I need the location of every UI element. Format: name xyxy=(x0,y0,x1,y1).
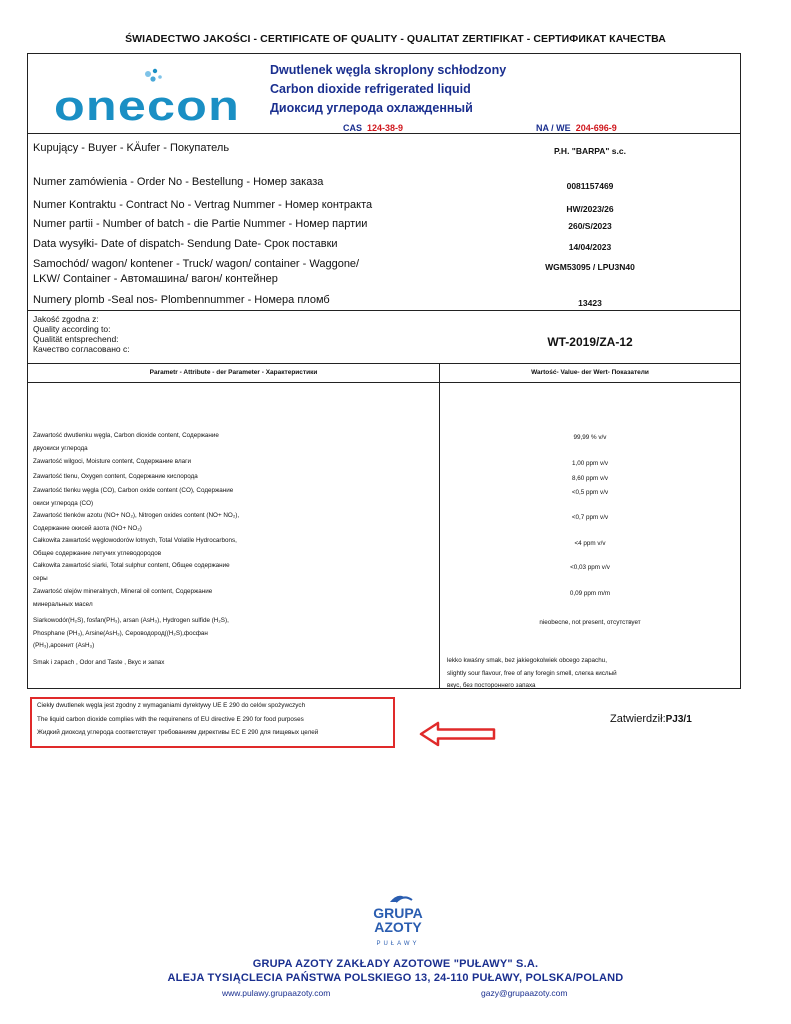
param-mineral-oil-value: 0,09 ppm m/m xyxy=(569,590,611,597)
we-value: 204-696-9 xyxy=(575,123,617,133)
param-taste-value xyxy=(447,655,732,693)
param-taste-name xyxy=(33,657,428,670)
param-nox-name xyxy=(33,510,428,535)
param-nox-value: <0,7 ppm v/v xyxy=(571,514,609,521)
quality-standard: WT-2019/ZA-12 xyxy=(547,335,633,349)
approved-code: PJ3/1 xyxy=(665,714,692,725)
food-grade-note-en: The liquid carbon dioxide complies with the requirenens of EU directive E 290 for food purposes xyxy=(37,716,304,723)
param-sulphur-name xyxy=(33,560,428,585)
param-line: lekko kwaśny smak, bez jakiegokolwiek obcego zapachu, xyxy=(447,657,607,664)
seal-no-value: 13423 xyxy=(578,298,602,308)
logo-line-grupa: GRUPA xyxy=(373,905,423,921)
param-hydrocarbons-name xyxy=(33,535,428,560)
logo-wordmark: onecon xyxy=(54,82,240,126)
we-number xyxy=(536,123,617,133)
divider xyxy=(28,363,740,364)
quality-label-ru: Качество согласовано с: xyxy=(33,344,130,354)
email-link[interactable]: gazy@grupaazoty.com xyxy=(481,988,568,998)
company-name: GRUPA AZOTY ZAKŁADY AZOTOWE "PUŁAWY" S.A. xyxy=(252,958,539,970)
param-line: Całkowita zawartość węglowodorów lotnych, Total Volatile Hydrocarbons, xyxy=(33,537,237,544)
param-moisture-value: 1,00 ppm v/v xyxy=(571,460,609,467)
param-line: окиси углерода (CO) xyxy=(33,499,94,507)
quality-label-en: Quality according to: xyxy=(33,324,111,334)
param-line: Zawartość tlenku węgla (CO), Carbon oxide content (CO), Содержание xyxy=(33,487,234,494)
divider xyxy=(28,133,740,134)
cas-label: CAS xyxy=(343,123,363,133)
param-line: Smak i zapach , Odor and Taste , Вкус и запах xyxy=(33,659,165,666)
param-sulfides-name xyxy=(33,615,428,653)
food-grade-note-ru: Жидкий диоксид углерода соответствует требованиям директивы ЕС E 290 для пищевых целей xyxy=(37,729,319,736)
logo-line-azoty: AZOTY xyxy=(374,919,422,935)
param-co-name xyxy=(33,485,428,510)
cas-number xyxy=(343,123,403,133)
we-label: NA / WE xyxy=(536,123,571,133)
seal-no-label: Numery plomb -Seal nos- Plombennummer - Номера пломб xyxy=(33,294,330,306)
param-line: Zawartość tlenków azotu (NO+ NO₂), Nitrogen oxides content (NO+ NO₂), xyxy=(33,512,240,519)
onecon-logo xyxy=(52,62,244,126)
param-oxygen-name xyxy=(33,471,428,484)
product-name-pl: Dwutlenek węgla skroplony schłodzony xyxy=(270,63,507,77)
param-line: Phosphane (PH₃), Arsine(AsH₃), Сероводород((H₂S),фосфан xyxy=(33,629,208,637)
param-hydrocarbons-value: <4 ppm v/v xyxy=(574,540,606,547)
dispatch-date-label: Data wysyłki- Date of dispatch- Sendung Date- Срок поставки xyxy=(33,238,338,250)
param-line: Siarkowodór(H₂S), fosfan(PH₃), arsan (AsH₃), Hydrogen sulfide (H₂S), xyxy=(33,617,229,624)
param-line: минеральных масел xyxy=(33,600,93,608)
param-line: вкус, без постороннего запаха xyxy=(447,682,536,689)
param-sulfides-value: nieobecne, not present, отсутствует xyxy=(539,619,641,626)
cas-value: 124-38-9 xyxy=(367,123,404,133)
divider xyxy=(28,310,740,311)
quality-label-pl: Jakość zgodna z: xyxy=(33,314,99,324)
parameter-header: Parametr - Attribute - der Parameter - Характеристики xyxy=(149,369,318,376)
param-line: Zawartość olejów mineralnych, Mineral oil content, Содержание xyxy=(33,588,213,595)
param-oxygen-value: 8,60 ppm v/v xyxy=(571,475,609,482)
table-column-divider xyxy=(439,363,440,689)
contract-no-value: HW/2023/26 xyxy=(566,204,614,214)
param-line: slightly sour flavour, free of any foregin smell, слегка кислый xyxy=(447,669,617,677)
param-line: Общее содержание летучих углеводородов xyxy=(33,549,162,557)
product-name-ru: Диоксид углерода охлажденный xyxy=(270,101,473,115)
vehicle-value: WGM53095 / LPU3N40 xyxy=(545,262,635,272)
param-co-value: <0,5 ppm v/v xyxy=(571,489,609,496)
vehicle-label-continued: LKW/ Container - Автомашина/ вагон/ контейнер xyxy=(33,273,278,285)
param-line: серы xyxy=(33,574,48,582)
certificate-title: ŚWIADECTWO JAKOŚCI - CERTIFICATE OF QUALITY - QUALITAT ZERTIFIKAT - СЕРТИФИКАТ КАЧЕСТВА xyxy=(125,33,666,45)
website-link[interactable]: www.pulawy.grupaazoty.com xyxy=(222,988,331,998)
approved-label: Zatwierdził: xyxy=(610,713,666,725)
param-co2-name xyxy=(33,430,428,455)
param-mineral-oil-name xyxy=(33,586,428,611)
company-address: ALEJA TYSIĄCLECIA PAŃSTWA POLSKIEGO 13, 24-110 PUŁAWY, POLSKA/POLAND xyxy=(167,972,624,984)
left-arrow-icon xyxy=(418,720,498,748)
batch-no-value: 260/S/2023 xyxy=(568,221,612,231)
grupa-azoty-logo xyxy=(360,890,436,950)
divider xyxy=(28,382,740,383)
batch-no-label: Numer partii - Number of batch - die Partie Nummer - Номер партии xyxy=(33,218,368,230)
param-sulphur-value: <0,03 ppm v/v xyxy=(570,564,610,571)
value-header: Wartość- Value- der Wert- Показатели xyxy=(531,369,649,376)
contract-no-label: Numer Kontraktu - Contract No - Vertrag Nummer - Номер контракта xyxy=(33,199,373,211)
param-line: (PH₃),арсенит (AsH₃) xyxy=(33,642,95,649)
logo-line-pulawy: PUŁAWY xyxy=(376,941,420,947)
quality-label-de: Qualität entsprechend: xyxy=(33,334,119,344)
param-line: Zawartość wilgoci, Moisture content, Содержание влаги xyxy=(33,458,191,465)
order-no-value: 0081157469 xyxy=(566,181,614,191)
product-name-en: Carbon dioxide refrigerated liquid xyxy=(270,82,471,96)
food-grade-note-pl: Ciekły dwutlenek węgla jest zgodny z wymaganiami dyrektywy UE E 290 do celów spożywczych xyxy=(37,702,306,709)
param-line: Содержание окисей азота (NO+ NO₂) xyxy=(33,524,142,532)
buyer-value: P.H. "BARPA" s.c. xyxy=(554,146,626,156)
param-line: Zawartość dwutlenku węgla, Carbon dioxide content, Содержание xyxy=(33,432,219,439)
approved-by xyxy=(610,713,692,725)
buyer-label: Kupujący - Buyer - KÄufer - Покупатель xyxy=(33,142,230,154)
param-line: двуокиси углерода xyxy=(33,444,88,452)
param-line: Zawartość tlenu, Oxygen content, Содержание кислорода xyxy=(33,473,198,480)
order-no-label: Numer zamówienia - Order No - Bestellung - Номер заказа xyxy=(33,176,324,188)
param-line: Całkowita zawartość siarki, Total sulphur content, Общее содержание xyxy=(33,562,230,569)
param-moisture-name xyxy=(33,456,428,469)
dispatch-date-value: 14/04/2023 xyxy=(568,242,612,252)
vehicle-label: Samochód/ wagon/ kontener - Truck/ wagon/ container - Waggone/ xyxy=(33,258,360,270)
param-co2-value: 99,99 % v/v xyxy=(573,434,607,441)
